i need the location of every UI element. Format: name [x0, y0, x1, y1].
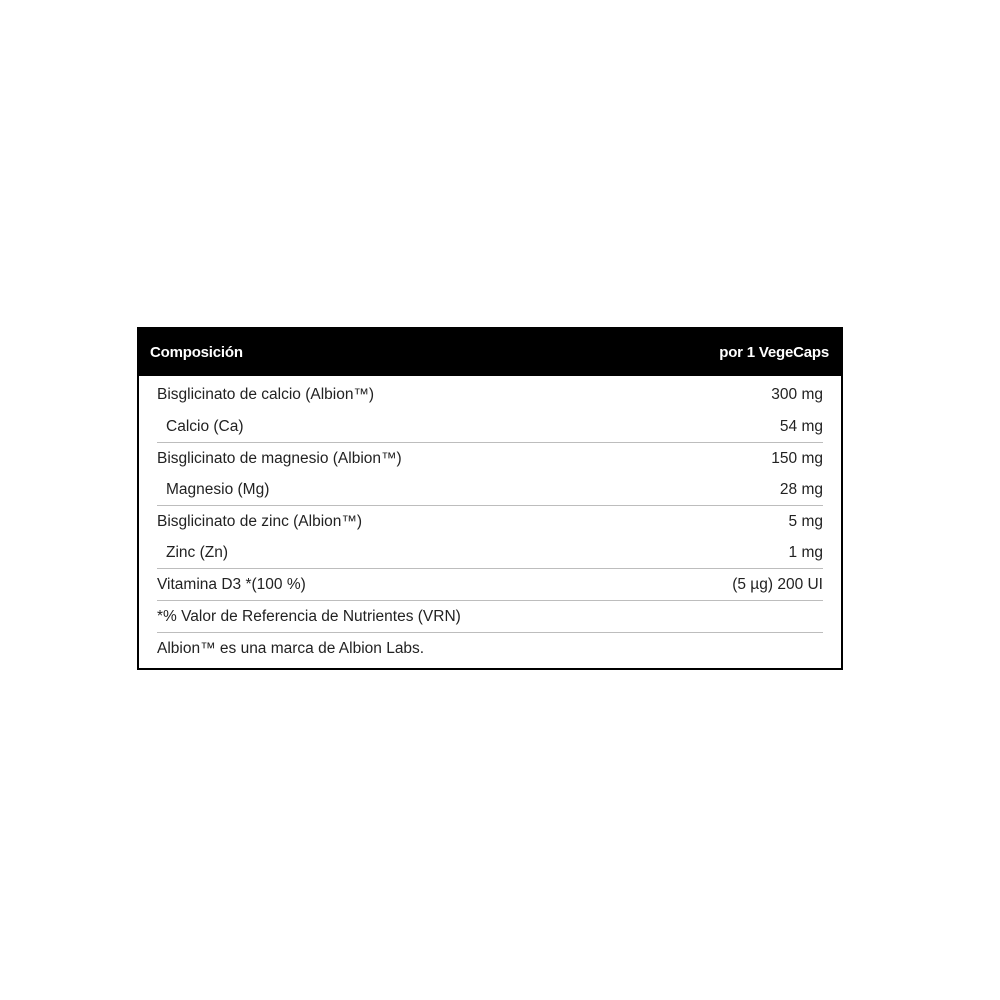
table-group-calcium [157, 376, 823, 443]
header-composition-label: Composición [150, 344, 243, 361]
table-body [139, 376, 841, 664]
ingredient-name: Bisglicinato de zinc (Albion™) [157, 512, 363, 530]
ingredient-amount: 54 mg [779, 417, 823, 435]
table-row [157, 411, 823, 442]
ingredient-name: Bisglicinato de calcio (Albion™) [157, 385, 375, 403]
table-group-magnesium [157, 443, 823, 506]
composition-table [137, 327, 843, 670]
ingredient-name: Vitamina D3 *(100 %) [157, 575, 306, 593]
table-row [157, 601, 823, 632]
footnote-albion [157, 633, 823, 664]
table-row [157, 474, 823, 505]
ingredient-amount: 300 mg [771, 385, 823, 403]
footnote-text: Albion™ es una marca de Albion Labs. [157, 639, 425, 657]
ingredient-amount: 150 mg [771, 449, 823, 467]
ingredient-amount: 1 mg [788, 543, 823, 561]
table-group-zinc [157, 506, 823, 569]
ingredient-name: Zinc (Zn) [166, 543, 228, 561]
ingredient-amount: 28 mg [779, 480, 823, 498]
table-row [157, 506, 823, 537]
table-row [157, 633, 823, 664]
ingredient-amount: (5 µg) 200 UI [732, 575, 823, 593]
ingredient-name: Bisglicinato de magnesio (Albion™) [157, 449, 402, 467]
table-header [139, 329, 841, 376]
table-group-vitamin-d3 [157, 569, 823, 601]
table-row [157, 443, 823, 474]
header-serving-label: por 1 VegeCaps [719, 344, 829, 361]
table-row [157, 537, 823, 568]
ingredient-amount: 5 mg [788, 512, 823, 530]
ingredient-name: Calcio (Ca) [166, 417, 244, 435]
table-row [157, 569, 823, 600]
footnote-vrn [157, 601, 823, 633]
ingredient-name: Magnesio (Mg) [166, 480, 270, 498]
table-row [157, 376, 823, 411]
footnote-text: *% Valor de Referencia de Nutrientes (VRN) [157, 607, 461, 625]
